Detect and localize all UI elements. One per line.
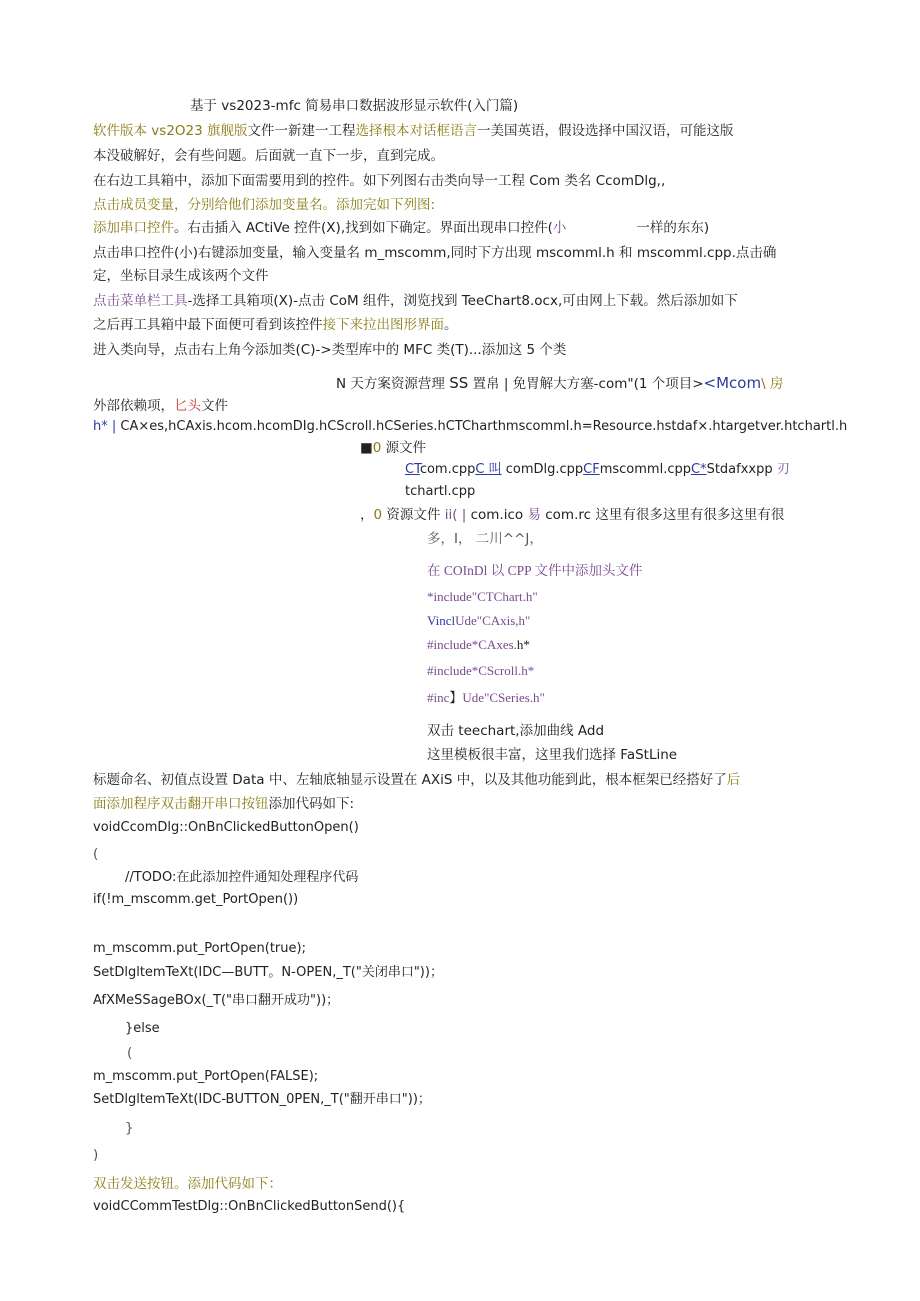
text-segment: ii( | [444,507,471,523]
text-segment: 资源文件 [382,507,445,523]
code-line: ( [127,1045,133,1061]
resource-files-line-2: 多，I， 二川^^J， [427,531,543,547]
text-segment: 标题命名、初值点设置 Data 中、左轴底轴显示设置在 AXiS 中，以及其他功能到此，根本框架已经搭好了 [93,772,727,788]
text-segment: Stdafxxpp [706,462,777,477]
code-line: ( [93,846,99,862]
text-segment: 。 [444,317,458,333]
text-segment: 置帛 | 免胃解大方塞-com"(1 个项目> [468,376,704,392]
text-segment: #include*CAxes. [427,637,517,652]
text-segment: h* [93,419,108,434]
text-segment: comDlg.cpp [501,462,584,477]
after-line-1 [93,770,740,790]
intro-line-10: 进入类向导，点击右上角今添加类(C)->类型库中的 MFC 类(T)...添加这 5 个类 [93,342,567,358]
text-segment: com.rc 这里有很多这里有很多这里有很 [540,507,785,523]
send-heading: 双击发送按钮。添加代码如下： [93,1176,282,1192]
text-segment: 源文件 [381,440,427,456]
text-segment: C* [690,462,707,477]
text-segment: CF [583,462,600,477]
text-segment: N 天方案资源营理 [336,376,450,392]
code-line: ) [93,1147,99,1163]
intro-line-1 [93,121,734,141]
code-line: voidCcomDlg::OnBnClickedButtonOpen() [93,820,359,835]
text-segment: com.ico [470,507,528,523]
include-line-4: #include*CScroll.h* [427,663,535,678]
text-segment: 一美国英语，假设选择中国汉语，可能这版 [477,123,734,139]
code-line: m_mscomm.put_PortOpen(FALSE); [93,1069,319,1084]
text-segment: 添加代码如下: [268,796,355,812]
text-segment: <Mcom [703,374,762,392]
include-line-3 [427,635,530,655]
text-segment: mscomml.cpp [599,462,691,477]
intro-line-6: 点击串口控件(小)右键添加变量，输入变量名 m_mscomm,同时下方出现 mscomml.h 和 mscomml.cpp.点击确 [93,245,777,261]
header-files-line [93,417,847,437]
folder-icon: ■ [360,440,373,456]
include-line-2 [427,611,530,631]
text-segment: 文件一新建一工程 [247,123,356,139]
teechart-line-1: 双击 teechart,添加曲线 Add [427,723,605,739]
text-segment: ， [360,507,374,523]
intro-line-9 [93,315,458,335]
text-segment: Ude"CAxis,h" [455,613,531,628]
code-line: SetDlgltemTeXt(IDC-BUTTON_0PEN,_T("翻开串口"))； [93,1092,431,1107]
text-segment: \ 房 [761,376,784,392]
text-segment: CA×es,hCAxis.hcom.hcomDIg.hCScroll.hCSeries.hCTCharthmscomml.h=Resource.hstdaf×.htargetver.htchartl.h [120,419,848,434]
source-files-list-2: tchartl.cpp [405,484,476,499]
text-segment: -选择工具箱项(X)-点击 CoM 组件，浏览找到 TeeChart8.ocx,可由网上下载。然后添加如下 [187,293,738,309]
text-segment: #inc [427,690,450,705]
text-segment: SS [449,374,469,392]
text-segment: 匕头 [174,398,201,414]
text-segment: 】 [449,690,463,705]
text-segment: 易 [527,507,541,523]
text-segment: 0 [373,507,383,523]
text-segment: 。右击插入 ACtiVe 控件(X),找到如下确定。界面出现串口控件( [174,220,553,236]
code-line: //TODO:在此添加控件通知处理程序代码 [125,870,359,885]
code-line: }else [125,1021,160,1036]
text-segment: 面添加程序双击翻开串口按钮 [93,796,269,812]
external-deps-line [93,396,228,416]
text-segment: 添加串口控件 [93,220,174,236]
page-title: 基于 vs2023-mfc 简易串口数据波形显示软件(入门篇) [190,98,519,114]
text-segment: C 叫 [475,462,502,477]
text-segment: Ude"CSeries.h" [462,690,545,705]
code-line: SetDlgltemTeXt(IDC—BUTT。N-OPEN,_T("关闭串口"))； [93,965,443,980]
include-line-5 [427,688,545,708]
text-segment: 软件版本 vs2O23 旗舰版 [93,123,248,139]
intro-line-4: 点击成员变量，分别给他们添加变量名。添加完如下列图: [93,197,436,213]
text-segment: 文件 [201,398,228,414]
send-code-line: voidCCommTestDlg::OnBnClickedButtonSend(){ [93,1199,406,1214]
source-files-folder [360,438,426,458]
text-segment: h* [516,637,530,652]
text-segment: 接下来拉出图形界面 [322,317,444,333]
code-line: AfXMeSSageBOx(_T("串口翻开成功"))； [93,993,340,1008]
intro-line-3: 在右边工具箱中，添加下面需要用到的控件。如下列图右击类向导一工程 Com 类名 CcomDlg,, [93,173,666,189]
text-segment: 之后再工具箱中最下面便可看到该控件 [93,317,323,333]
code-line: m_mscomm.put_PortOpen(true); [93,941,306,956]
text-segment: Vincl [427,613,456,628]
text-segment: 后 [726,772,741,788]
text-segment: CT [405,462,420,477]
text-segment: | [107,419,121,434]
intro-line-5 [93,218,709,238]
solution-explorer-header [336,373,783,394]
text-segment: 0 [372,440,382,456]
text-segment: 小 [552,220,567,236]
intro-line-8 [93,291,738,311]
resource-files-folder [360,505,784,525]
teechart-line-2: 这里模板很丰富，这里我们选择 FaStLine [427,747,678,763]
text-segment: 刃 [776,462,790,477]
source-files-list [405,460,790,480]
include-line-1: *include"CTChart.h" [427,589,538,604]
intro-line-2: 本没破解好，会有些问题。后面就一直下一步，直到完成。 [93,148,444,164]
text-segment: 外部依赖项， [93,398,174,414]
text-segment: 点击菜单栏工具 [93,293,188,309]
text-segment: com.cpp [419,462,476,477]
include-title: 在 COInDl 以 CPP 文件中添加头文件 [427,563,643,578]
intro-line-7: 定，坐标目录生成该两个文件 [93,268,269,284]
text-segment: 一样的东东) [636,220,710,236]
text-segment: 选择根本对话框语言 [355,123,477,139]
after-line-2 [93,794,354,814]
code-line: } [125,1120,134,1136]
code-line: if(!m_mscomm.get_PortOpen()) [93,892,299,907]
